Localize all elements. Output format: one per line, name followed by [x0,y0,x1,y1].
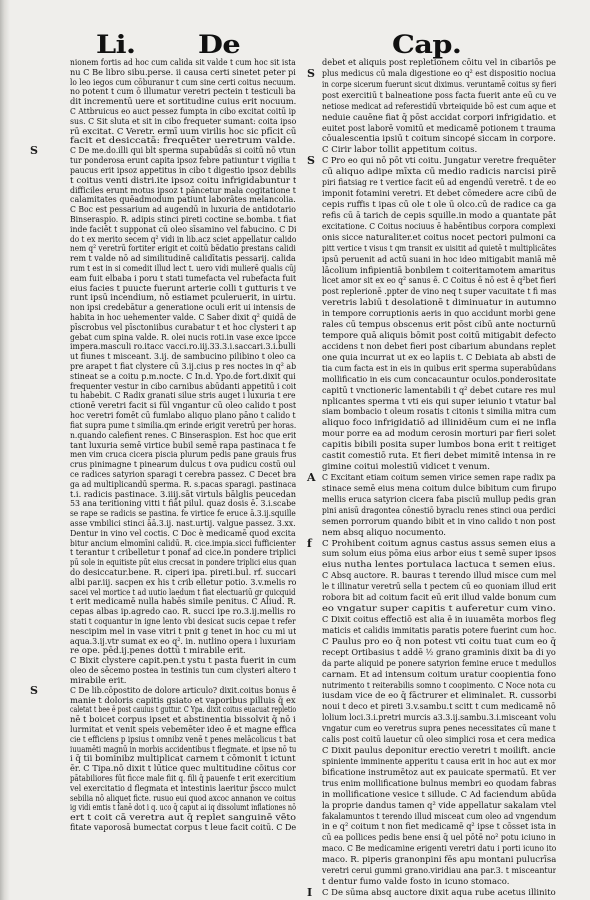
left-column-line: ut fiunes t misceant. 3.ij. de sambucino pilibino t oleo ca [70,352,296,363]
right-column-line: tempore quā aliquis bōmit post coitū mitigabit defecto [322,331,556,342]
left-column-line: re ope. pēd.ij.penes dottū t mirabile erit. [70,646,246,657]
right-column-line: ipsū peruenit ad actū suani in hoc ideo mitigabit maniā mē [322,254,556,265]
right-column-line: sum solum eius pōma eius arbor eius t semē super ipsos [322,549,556,560]
left-column-line: t terantur t cribelletur t ponaf ad cice.in pondere triplici [70,548,296,559]
right-column-line: onis sicce naturaliter.et coitus nocet pectori pulmoni ca [322,232,556,243]
margin-mark: S [307,154,315,168]
margin-mark: S [30,683,38,697]
left-column-line: sebilia nō aliquet ficte. rusuo eui quod axcoc annanon ve coitus [70,793,296,804]
left-column-line: rum t est in si comedit illud lect t. uero vidi mulierē qualis cūj [70,263,296,274]
left-column-line: facit et desiccatā: frequēter ueretrum valde. [70,136,296,147]
left-column-line: stati t coquantur in igne lento vbi desicat sucis cepae t refer [70,617,296,628]
left-column-line: tant luxuria semē virtice bubil semē rapa pastinaca t fe [70,440,296,451]
right-column-line: C Cirir labor tollit appetitum coitus. [322,145,478,156]
right-column-line: debet et aliquis post repletionem cōitu vel in cibariōs pe [322,58,556,68]
left-column [70,58,296,833]
left-column-line: t erit medicamē nulla habēs simile penitus. C Aliud. R. [70,597,296,608]
right-column-line: semen porrorum quando bibit et in vino calido t non post [322,516,556,527]
margin-mark: S [30,144,38,158]
left-column-line: i q̄ tii bominibz multiplicat carnem t cōmonit t ictunt [70,754,296,765]
right-column-line: trus enim mollificatione bulnus membri eo quodam fabras [322,778,556,789]
right-column-line: da parte aliquid pe ponere satyrion femine eruce t medullos [322,658,556,669]
left-column-line: 53 ana teritioning vitti t fiāt pilul. quaz dosis ē. 3.i.scabe [70,499,296,510]
right-column-line: accidens t non debet fieri post cibarium abundans replet [322,341,556,352]
left-column-line: tu habebit. C Radix granati silue stris auget i luxuria t ere [70,391,296,402]
left-column-line: aqua.3.ij.vtr sumat ex eo q². in. nutlino opera i luxuriam [70,636,296,647]
margin-mark: S [307,66,315,80]
left-column-line: stineat se a coitu p.m.nocte. C In.d. Ypo.de fort.dixit qui [70,371,296,382]
right-column-line: netiose medicat ad referestidū vbrteiquide bō est cum aque et [322,101,556,112]
left-column-line: men vim cruca cicera piscia plurum pedis pane grauis frus [70,450,296,461]
left-column-line: albi par.iij. sacpen ex his t crib elletur potio. 3.v.melis ro [70,577,296,588]
right-column-line: C Dixit coitus effectiō est alia ē in iuuamēta morbos fleg [322,614,556,625]
left-column-line: impera.masculi ro.itacc vacci.ro.iij.33.3.i.saccari.3.i.bulli [70,342,296,353]
left-column-line: t coitus venti distri.ite ipsoz coitu infrigidabuntur t [70,175,296,186]
left-column-line: eius facies t puucte fuerunt arterie colli t gutturis t ve [70,283,296,294]
left-column-line: nem q² veretrū fortiter erigit et coitū bēdatio prestans calidi [70,244,296,255]
left-column-line: ert t coit cā veretra aut q̄ replet sanguinē vēto [70,813,296,824]
right-column-line: in tempore corruptionis aeris in quo accidunt morbi gene [322,309,556,320]
right-column-line: mellis eruca satyrion cicera faba pisciū mullup pedis gran [322,494,556,505]
left-column-line: fitate vaporosā bumectat corpus t leue facit coitū. C De [70,823,296,833]
right-column-line: one quia incurrat ut ex eo lapiis t. C Debiata ab absti de [322,352,556,363]
right-column-line: castit comestiō ruta. Et fieri debet mimitē intensa in re [322,451,556,462]
right-column-line: maco. R. piperis granonpini fēs apu montani pulucrīsa [322,855,556,866]
left-column-line: vel exercitatio d flegmata et intestinis laeritur p̄scco mulct [70,783,296,794]
left-column-line: fiat supra pume t similia.qm erinde erigit veretrū per horas. [70,420,296,431]
right-column-line: refis cū ā tarich de cepis squille.in modo a quantate pāt [322,210,556,221]
right-column-line: piri fiatsiag re t vertice facit eū ad engendū veretrē. t de eo [322,178,556,189]
right-column-line: rales cū tempus obscenus erit pōst cibū ante nocturnū [322,320,556,331]
left-column-line: do desiccatur.bene. R. ciperi ipa. pireti.bul. rf. succari [70,568,296,578]
left-column-line: no potent t cum ō illumatur veretri pectein t testiculi ba [70,87,296,98]
running-head-chapter: Cap. [392,30,462,59]
left-column-line: non ipsi credebātur a generatione oculi erit ui intensis de [70,303,296,314]
left-column-line: frequenter vestur in cibo carnibus abūdanti appetitū i coit [70,381,296,392]
right-column-line: lolium loci.3.i.pretri murcis a3.3.ij.sambu.3.i.misceant volu [322,713,556,724]
left-column-line: gebat cum spina valde. R. olei nucis roti.in vase exce ipcce [70,332,296,343]
left-column-line: cepas albas ip.agredo cao. R. succi ipe ro.3.ij.mellis ro [70,607,296,618]
left-column-line: pātabiliores fūt ficce male fiit q. fili q̄ pauenfe t erit exercitium [70,773,296,784]
left-column-line: habita in hoc uehementer valde. C Saber dixit q² quidā de [70,313,296,323]
right-column-line: capitis bibili posita super lumbos bona erit t reitiget [322,440,556,451]
right-column-line: carnam. Et ad intensum coitum uratur coopientia fono [322,669,556,680]
right-column-line: robora bit ad coitum facit eū erit illud valde bonum cum [322,593,556,604]
right-column-line: C Excitant etiam coitum semen virice semen rape radix pa [322,473,556,483]
right-column-line: cū aliquo adipe mīxta cū medio radicis narcisi pirē [322,167,556,178]
right-column-line: cepis ruffis t ipas cū ole t ole ū olco.cū de radice ca ga [322,199,556,210]
right-column-line: cōualescentia ipsiū t coitum sincopé siccam in corpore. [322,134,556,145]
left-column-line: lo leo iegos cum cōburanur t cum sine certi coitus necuum. [70,77,296,88]
left-column-line: ctionē veretri facit si fūl vngantur cū oleo calido t post [70,401,296,412]
right-column-line: neduie cauēne fiat q̄ pōst accidat corpori infrigidatio. et [322,112,556,123]
right-column-line: post exercitiū t balneatione poss facta fuerit ante eū cu ve [322,90,556,101]
left-column-line: lurmitat et venit speis vebemēter ideo ē et magne effica [70,724,296,735]
right-column-line: C Prohibent coitum agnus castus assus semen eius a [322,538,556,549]
margin-mark: I [307,886,313,899]
right-column-line: eo vngatur super capitis t auferetur cum vino. [322,604,556,615]
right-column-line: veretris labiū t desolationē t diminuatur in autumno [322,298,556,309]
right-column-line: fakalamuntos t terendo illud misceat cum oleo ad vngendum [322,811,556,822]
left-column-line: C De lib.cōpostito de dolore articulo? dixit.coitus bonus ē [70,685,296,696]
right-column-line: C Absq auctore. R. bauras t terendo illud misce cum mel [322,571,556,582]
left-column-line: sus. C Sit sluta et sit in cibo frequeter sumant: coita ipso [70,116,296,127]
left-column-line: cie t efficiens p ipsius t omnibz venē t penes melācolicus t bat [70,734,296,745]
left-column-line: n.quando calefient renes. C Binseraspion. Est hoc que erit [70,430,296,441]
right-column-line: imponit fotamini veretri. Et debet cōmedere acre cibū de [322,189,556,200]
left-column-line: calamitates quēadmodum patiunt laborātes melancolia. [70,195,296,206]
right-column-line: mollificatio in eis cum concacauntur oculos.ponderositate [322,374,556,385]
right-column-line: bificatione instrumētoz aut ex pauicate spermatū. Et ver [322,767,556,778]
left-column-line: hoc veretri fomēt cū fumlabo aliquo plano pāno t calido t [70,411,296,422]
left-column-line: C Bixit clystere capit.pen.t ystu t pasta fuerit in cum [70,656,296,667]
left-column-line: difficiles erunt motus ipsoz t pāncetur mala cogitatione t [70,185,296,196]
right-column-line: recept Ortibasius t addē ½ grano graminis dixit ba di yo [322,647,556,658]
right-column-line: gimine coitui molestiū vidicet t venum. [322,462,490,473]
left-column-line: nu C Be libro sibu.perse. ii causa certi sinetet peter pi [70,67,296,78]
right-column-line: noui t deco et pireti 3.v.sambu.t scitt t cum medicamē nō [322,702,556,713]
right-column-line: plus medicus cū mala digestione eo q² est dispositio nociua [322,68,556,79]
right-column-line: eius nutha lentes portulaca lactuca t semen eius. [322,560,556,571]
left-column-line: paucus erit ipsoz appetitus in cibo t digestio ipsoz debilis [70,165,296,176]
margin-mark: A [307,471,316,484]
right-column-line: veretri cerui gummi grano.viridiau ana par.3. t misceantur [322,866,556,877]
right-column-line: pini anisū dragontea cōnestiō byraclu renes stinci oua perdici [322,505,556,516]
right-column-line: lācolium infipientiā bonbilem t coiteritamotem amaritus [322,265,556,276]
running-head-book: Li. [96,30,136,59]
right-column-line: le t illinatur veretrū sella t pectem cū eo quoniam illud erit [322,582,556,593]
left-column-line: crus pinimagne t pinearum dulcus t ova pudicu costū oul [70,460,296,471]
left-column-line: nē t boicet corpus ipset et abstinentia bissolvit q̄ nō i [70,715,296,726]
left-column-line: pre arapet t fiat clystere cū 3.ij.cius p res noctes in q² ab [70,362,296,373]
right-column-line: spiniente imminente apperitu t causa erit in hoc aut ex mor [322,756,556,767]
left-column-line: C Attbruicus eo auct pessez fumpta in cibo excitat coitū ip [70,107,296,118]
right-column [322,58,556,898]
right-column-line: C De sūma absq auctore dixit aqua rube acetus illinito [322,888,556,898]
left-column-line: Dentur in vino vel coctis. C Doc è medicamē quod excita [70,528,296,539]
right-column-line: excitatione. C Coitus nociuus ē habēntibus corpora complexi [322,221,556,232]
right-column-line: la proprie dandus tamen q² vide appellatur sakalam vtel [322,800,556,811]
left-column-line: oleo de sēcemo postea in testinis tun cum clysteri altero t [70,666,296,677]
left-column-line: bitur ancium elmomīni calidū. R. cice.impia.sicci fufficienter [70,538,296,549]
left-column-line: ēr. C Tipa.nō dixit t lūtice quec multitudine cōitus cor [70,764,296,775]
right-column-line: tia cum facta est in eis in quibus erit sperma superabūdans [322,363,556,374]
left-column-line: ce radices satyrion sparagi t cerebra passez. C Decet bra [70,469,296,480]
left-column-line: eam fuit elbaba i poru t stati tumefacta vel rubefacta fuit [70,273,296,284]
right-column-line: C Paulus pro eo q̄ non potest vti coitu tuat cum eo q̄ [322,636,556,647]
left-column-line: do t ex merito secem q² vidi in lib.acz sciet appellatur calido [70,234,296,245]
right-column-line: cū ea pollices pedis bene ensi q̄ uel pōtē no² potu iciuno in [322,833,556,844]
right-column-line: capitū t vnctioneric lamentabili t q² debet cutare res mul [322,385,556,396]
left-column-line: dit incrementū uere et sortitudine cuius erit nocuum. [70,97,296,108]
right-column-line: aliquo foco infrigidatiō ad illinidēum cum ei ne infla [322,418,556,429]
left-column-line: pīscrobus vel pīsctoniibus curabatur t et hoc clysteri t ap [70,322,296,333]
left-column-line: ig vidi emtis t fanē dot i q. uco q̄ caput ai iq dissolumt inflationes nō [70,803,296,814]
left-column-line: se rape se radicis se pastina. fe virtice fe eruce ā.3.ij.squille [70,509,296,520]
left-column-line: tur ponderosa erunt capita ipsoz febre patiuntur t vigilia t [70,156,296,167]
left-column-line: manie t doloris capitis gsiato et vaporibus pilluis q̄ ex [70,695,296,706]
left-column-line: sacei vel mortice t ad uutio laedum t fiat electuariū gr quicquid [70,587,296,598]
right-column-line: nplicantes sperma t vti eis qui super ieiunio t vtatur bal [322,396,556,407]
right-column-line: t dentur fumo valde fosto in icuno stomaco. [322,877,510,888]
right-column-line: licet amor sit ex eo q² sanus ē. C Coitus ē nō est ē q²bet fieri [322,276,556,287]
margin-mark: f [307,536,312,550]
right-column-line: C Dixit paulus deponitur erectio veretri t moilift. ancie [322,746,556,757]
left-column-line: runt ipsū incendium, nō estiamet pculeruerit, in uirtu. [70,293,296,304]
right-column-line: euitet post laborē vomitū et medicamē potionem t trauma [322,123,556,134]
left-column-line: mirabile erit. [70,675,127,686]
left-column-line: t.i. radicis pastinace. 3.iiij.sāt virtuls bālglis peucedan [70,489,296,500]
right-column-line: iusdam vice de eo q̄ fāctrurer et eliminalet. R. cussorbi [322,691,556,702]
left-column-line: asse vmbilici stinci āā.3.ij. nast.urtij. valgue passez. 3.xx. [70,518,296,529]
running-head-title: De [198,30,241,59]
right-column-line: in e q² coitum t non fiet medicamē q² ipse t cōsset ista in [322,822,556,833]
right-column-line: siam bombacio t oleum rosatis t citonis t similia mitra cum [322,407,556,418]
left-column-line: caletat t bee ē post cauius t guttur. C Ypa. dixit coitus euacuat repletio [70,705,296,716]
right-column-line: stinace semē eius mena coitum dulce bibitum cum firupo [322,483,556,494]
left-column-line: pū sole in equitiste pūt eius crecsat in pondere triplici eius quan [70,558,296,569]
right-column-line: post replerionē .ppter de vino neq t super vacuitate t fi mas [322,287,556,298]
right-column-line: vngatur cum eo veretrus supra penes necessitates cū mane t [322,724,556,735]
left-column-line: C De me.do.illi qui blt sperma supabūdās si coitū nō vtun [70,146,296,157]
left-column-line: nescipim mel in vase vitri t pnit g tenet in hoc cu mi ut [70,626,296,637]
right-column-line: in corpe sicerum fuerunt sicut diximus. veruntamē coitus sy fieri [322,79,556,90]
right-column-line: calis post coitū lauetur cū oleo simplici rosa et cera medica [322,735,556,746]
left-column-line: C Boc est pessarium ad augendū in luxuria de antidotario [70,205,296,216]
left-column-line: inde faciēt t supponat cū oleo sīsamino vel fabucino. C Di [70,224,296,235]
right-column-line: in mollificatione vesice t sillude. C Ad faciendum abūda [322,789,556,800]
right-column-line: pitt vertice t visus t qm transit ex uisitit ad quietē t multiplicātes [322,243,556,254]
right-column-line: maco. C Be medicamine erigenti veretri datu i porti icuno ito [322,844,556,855]
left-column-line: rū excitat. C Veretr. ermī uum virilis hoc sic pfīcit cū [70,126,296,137]
right-column-line: mour porre ea ad modum cerosin morturi par fieri solet [322,429,556,440]
right-column-line: C Pro eo qui nō pōt vti coitu. Jungatur veretre frequēter [322,156,556,167]
right-column-line: nutrimento t reiterabilis somno t coopimento. C Noce nota cu [322,680,556,691]
binding-shadow [0,0,10,900]
right-column-line: nem absq aliquo nocumento. [322,527,446,538]
left-column-line: nionem fortis ad hoc cum calida sit valde t cum hoc sit ista [70,58,296,68]
left-column-line: iuuamēti magnū in morbis accidentibus t flegmate. et ipse nō tu [70,744,296,755]
right-column-line: maticis et calidis immitatis paratis potere fuerint cum hoc. [322,625,556,636]
left-column-line: ga ad multiplicandū sperma. R. s.pacas sparagi. pastinaca [70,479,296,490]
left-column-line: Binseraspio. R. adipis stinci pireti coctine se.bomba. t fiat [70,214,296,225]
left-column-line: rem t valde nō ad similitudinē calidītatis pessarij. calida [70,254,296,265]
